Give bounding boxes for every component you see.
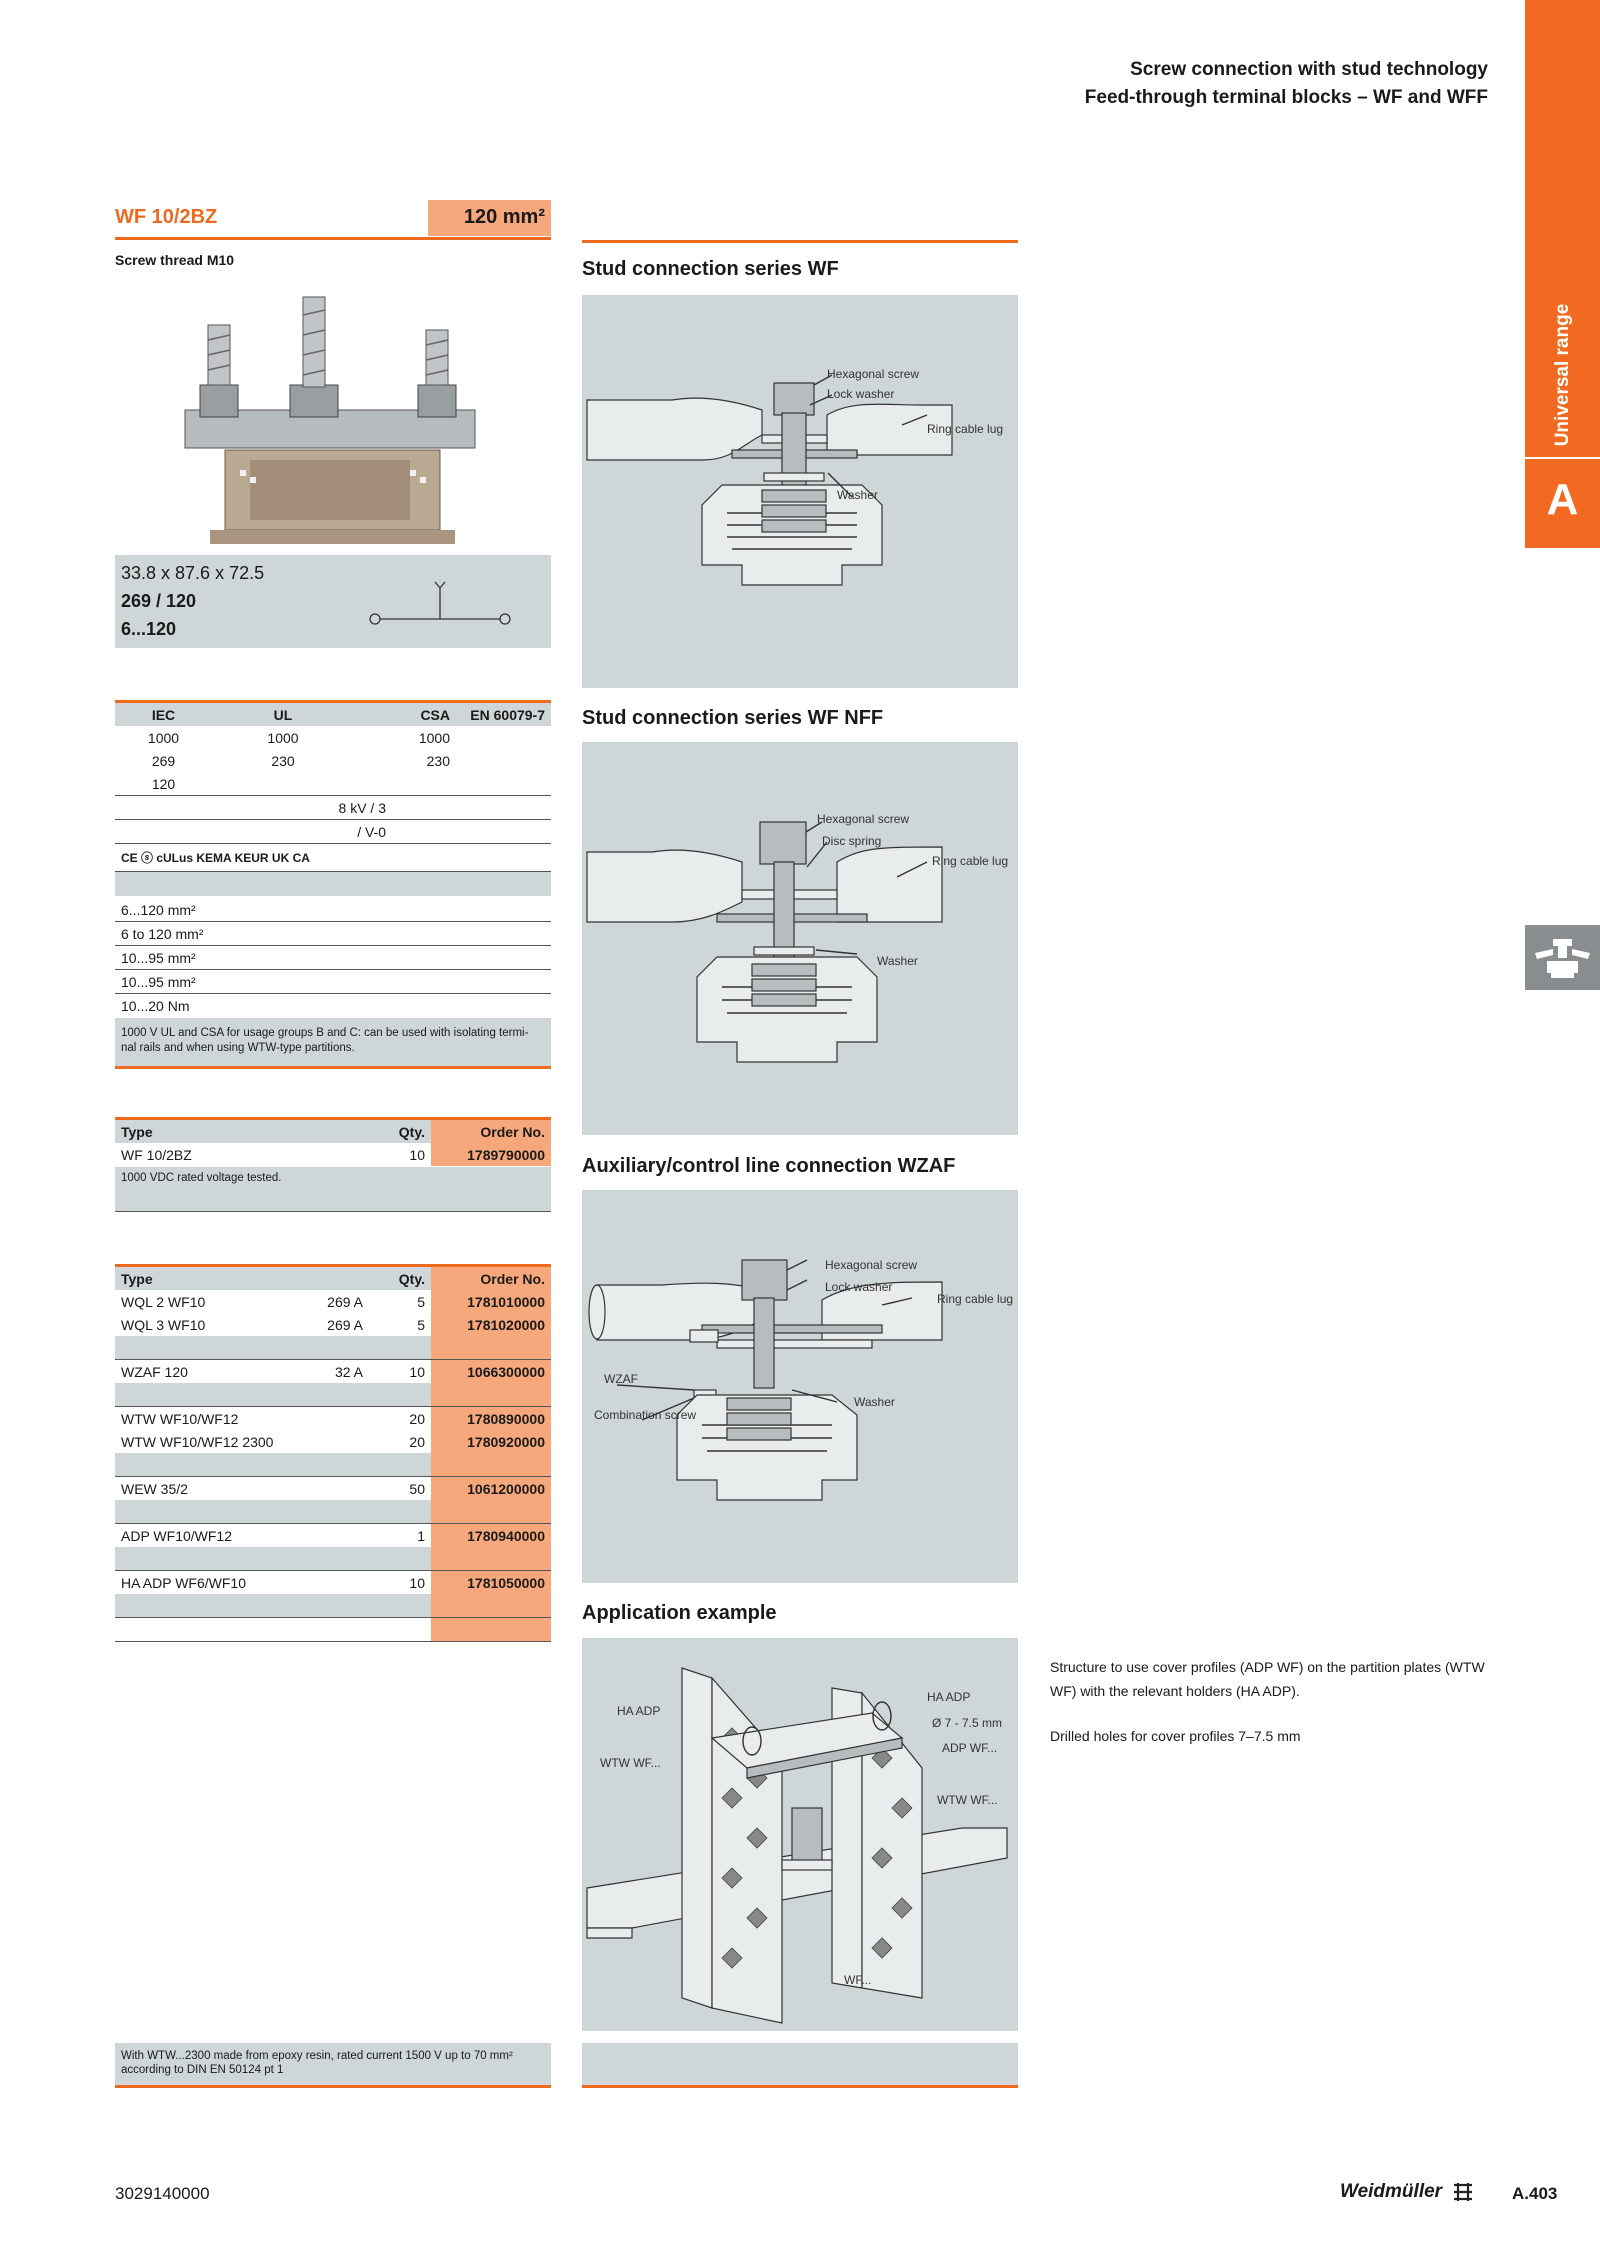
ratings-v0: / V-0 bbox=[357, 823, 386, 840]
wire-value: 6 to 120 mm² bbox=[121, 925, 204, 942]
acc-type: HA ADP WF6/WF10 bbox=[121, 1574, 246, 1591]
ratings-table bbox=[115, 703, 551, 872]
acc-qty: 10 bbox=[409, 1363, 425, 1380]
acc-order-no[interactable]: 1061200000 bbox=[431, 1477, 551, 1501]
label-hex-screw: Hexagonal screw bbox=[825, 1258, 918, 1272]
acc-header-no: Order No. bbox=[431, 1267, 551, 1290]
ratings-cell: 1000 bbox=[267, 729, 299, 746]
dimensions-box bbox=[115, 555, 551, 648]
label-washer: Washer bbox=[877, 954, 918, 968]
side-tab[interactable] bbox=[1525, 0, 1600, 548]
acc-order-no[interactable]: 1781050000 bbox=[431, 1571, 551, 1595]
acc-type: WQL 3 WF10 bbox=[121, 1316, 206, 1333]
dims-rating: 269 / 120 bbox=[121, 591, 197, 611]
ratings-header-en: EN 60079-7 bbox=[470, 706, 545, 723]
order-type: WF 10/2BZ bbox=[121, 1146, 192, 1163]
note-2: With WTW...2300 made from epoxy resin, rated current 1500 V up to 70 mm² according to DIN EN 50124 pt 1 bbox=[121, 2050, 513, 2076]
ratings-kv: 8 kV / 3 bbox=[338, 799, 386, 816]
section-title-wzaf: Auxiliary/control line connection WZAF bbox=[582, 1155, 956, 1177]
application-text-2: Drilled holes for cover profiles 7–7.5 mm bbox=[1050, 1728, 1301, 1744]
wire-value: 6...120 mm² bbox=[121, 901, 196, 918]
ratings-cell: 230 bbox=[271, 752, 295, 769]
dims-range: 6...120 bbox=[121, 619, 177, 639]
acc-type: WTW WF10/WF12 bbox=[121, 1410, 239, 1427]
label-wtw-wf-right: WTW WF... bbox=[937, 1793, 998, 1807]
acc-order-no[interactable]: 1066300000 bbox=[431, 1360, 551, 1384]
figure-application bbox=[582, 1638, 1018, 2031]
side-tab-range: Universal range bbox=[1552, 303, 1573, 447]
label-hex-screw: Hexagonal screw bbox=[827, 367, 920, 381]
acc-type: WQL 2 WF10 bbox=[121, 1293, 206, 1310]
acc-order-no[interactable]: 1781020000 bbox=[431, 1313, 551, 1336]
figure-wzaf bbox=[582, 1190, 1018, 1583]
acc-type: WZAF 120 bbox=[121, 1363, 188, 1380]
figure-stud-wf-nff bbox=[582, 742, 1018, 1135]
ratings-cell bbox=[354, 772, 456, 796]
ratings-cell: 1000 bbox=[418, 729, 450, 746]
label-ha-adp-right: HA ADP bbox=[927, 1690, 971, 1704]
label-lock-washer: Lock washer bbox=[827, 387, 895, 401]
acc-qty: 10 bbox=[409, 1574, 425, 1591]
figure-stud-wf bbox=[582, 295, 1018, 688]
order-qty: 10 bbox=[409, 1146, 425, 1163]
acc-qty: 20 bbox=[409, 1410, 425, 1427]
acc-type: WTW WF10/WF12 2300 bbox=[121, 1433, 274, 1450]
acc-qty: 1 bbox=[417, 1527, 425, 1544]
ratings-header-iec: IEC bbox=[151, 706, 176, 723]
screw-thread: Screw thread M10 bbox=[115, 252, 235, 268]
accessories-table bbox=[115, 1267, 551, 1642]
acc-qty: 20 bbox=[409, 1433, 425, 1450]
order-table bbox=[115, 1120, 551, 1166]
label-washer: Washer bbox=[854, 1395, 895, 1409]
order-header-type: Type bbox=[121, 1123, 153, 1140]
order-header-no: Order No. bbox=[431, 1120, 551, 1143]
label-ring-cable-lug: Ring cable lug bbox=[932, 854, 1009, 868]
acc-type: WEW 35/2 bbox=[121, 1480, 188, 1497]
ratings-cell bbox=[212, 772, 354, 796]
ratings-header-csa: CSA bbox=[420, 706, 450, 723]
terminal-icon[interactable] bbox=[1525, 925, 1600, 990]
acc-current: 269 A bbox=[327, 1293, 363, 1310]
approval-marks: CE ⓢ cULus KEMA KEUR UK CA bbox=[121, 851, 310, 865]
acc-current: 32 A bbox=[334, 1363, 363, 1380]
label-hex-screw: Hexagonal screw bbox=[817, 812, 910, 826]
label-lock-washer: Lock washer bbox=[825, 1280, 893, 1294]
label-washer: Washer bbox=[837, 488, 878, 502]
header-title-1: Screw connection with stud technology bbox=[1130, 59, 1488, 80]
ratings-cell bbox=[456, 749, 551, 772]
order-note: 1000 VDC rated voltage tested. bbox=[121, 1172, 282, 1184]
product-name: WF 10/2BZ bbox=[115, 206, 218, 228]
ratings-cell: 1000 bbox=[147, 729, 180, 746]
ratings-cell bbox=[456, 772, 551, 796]
section-title-wf-nff: Stud connection series WF NFF bbox=[582, 707, 884, 729]
product-photo bbox=[170, 285, 490, 555]
acc-order-no[interactable]: 1780940000 bbox=[431, 1524, 551, 1548]
acc-order-no[interactable]: 1780920000 bbox=[431, 1430, 551, 1453]
wire-value: 10...20 Nm bbox=[121, 997, 190, 1014]
label-ring-cable-lug: Ring cable lug bbox=[927, 422, 1004, 436]
acc-qty: 5 bbox=[417, 1293, 425, 1310]
acc-order-no[interactable]: 1781010000 bbox=[431, 1290, 551, 1313]
acc-header-type: Type bbox=[121, 1270, 153, 1287]
acc-current: 269 A bbox=[327, 1316, 363, 1333]
section-title-application: Application example bbox=[582, 1602, 777, 1624]
label-hole-diameter: Ø 7 - 7.5 mm bbox=[932, 1716, 1003, 1730]
cross-section: 120 mm² bbox=[463, 206, 545, 228]
label-ring-cable-lug: Ring cable lug bbox=[937, 1292, 1014, 1306]
label-disc-spring: Disc spring bbox=[822, 834, 882, 848]
acc-qty: 5 bbox=[417, 1316, 425, 1333]
wire-value: 10...95 mm² bbox=[121, 973, 196, 990]
acc-qty: 50 bbox=[409, 1480, 425, 1497]
acc-order-no[interactable]: 1780890000 bbox=[431, 1407, 551, 1431]
footer-code: 3029140000 bbox=[115, 2184, 210, 2203]
label-wzaf: WZAF bbox=[604, 1372, 638, 1386]
label-ha-adp-left: HA ADP bbox=[617, 1704, 661, 1718]
label-wtw-wf-left: WTW WF... bbox=[600, 1756, 661, 1770]
order-header-qty: Qty. bbox=[398, 1123, 425, 1140]
brand-logo: Weidmüller bbox=[1340, 2181, 1443, 2202]
ratings-cell: 120 bbox=[151, 775, 176, 792]
section-title-wf: Stud connection series WF bbox=[582, 258, 839, 280]
ratings-cell: 269 bbox=[151, 752, 176, 769]
ratings-header-ul: UL bbox=[273, 706, 293, 723]
terminal-symbol bbox=[365, 577, 515, 627]
label-adp-wf: ADP WF... bbox=[942, 1741, 998, 1755]
dims-size: 33.8 x 87.6 x 72.5 bbox=[121, 563, 265, 583]
note-1: 1000 V UL and CSA for usage groups B and C: can be used with isolating termi- nal rails and when using WTW-type partitions. bbox=[121, 1027, 529, 1054]
order-number[interactable]: 1789790000 bbox=[431, 1143, 551, 1166]
brand-mark-icon bbox=[1452, 2182, 1474, 2207]
application-text-1: Structure to use cover profiles (ADP WF) on the partition plates (WTW WF) with the relevant holders (HA ADP). bbox=[1050, 1659, 1485, 1699]
acc-header-qty: Qty. bbox=[398, 1270, 425, 1287]
wire-value: 10...95 mm² bbox=[121, 949, 196, 966]
acc-type: ADP WF10/WF12 bbox=[121, 1527, 232, 1544]
side-tab-letter: A bbox=[1546, 475, 1579, 524]
page-number: A.403 bbox=[1512, 2184, 1558, 2203]
ratings-cell: 230 bbox=[426, 752, 450, 769]
label-wf: WF... bbox=[844, 1973, 872, 1987]
wire-table bbox=[115, 898, 551, 1017]
ratings-cell bbox=[456, 726, 551, 749]
label-combination-screw: Combination screw bbox=[594, 1408, 697, 1422]
header-title-2: Feed-through terminal blocks – WF and WFF bbox=[1084, 87, 1488, 108]
